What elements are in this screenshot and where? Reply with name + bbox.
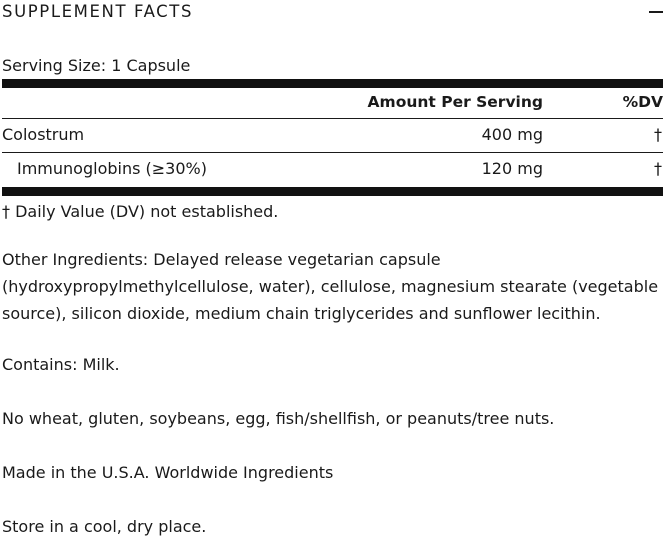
- storage-statement: Store in a cool, dry place.: [2, 517, 207, 536]
- column-header-amount: Amount Per Serving: [367, 93, 543, 111]
- ingredient-dv: †: [654, 159, 662, 178]
- ingredient-dv: †: [654, 125, 662, 144]
- other-ingredients-line: Other Ingredients: Delayed release vegetarian capsule: [2, 250, 441, 269]
- ingredient-name: Colostrum: [2, 125, 85, 144]
- other-ingredients-line: source), silicon dioxide, medium chain triglycerides and sunflower lecithin.: [2, 304, 601, 323]
- origin-statement: Made in the U.S.A. Worldwide Ingredients: [2, 463, 334, 482]
- row-divider: [2, 152, 663, 153]
- ingredient-name: Immunoglobins (≥30%): [17, 159, 207, 178]
- ingredient-amount: 400 mg: [481, 125, 543, 144]
- table-row: [2, 124, 663, 146]
- table-bottom-rule: [2, 187, 663, 196]
- other-ingredients-line: (hydroxypropylmethylcellulose, water), cellulose, magnesium stearate (vegetable: [2, 277, 659, 296]
- daily-value-footnote: † Daily Value (DV) not established.: [2, 202, 279, 221]
- serving-size: Serving Size: 1 Capsule: [2, 56, 191, 75]
- table-row: [2, 158, 663, 180]
- supplement-facts-title: SUPPLEMENT FACTS: [2, 2, 194, 21]
- minus-icon[interactable]: [649, 11, 663, 13]
- other-ingredients: [2, 246, 663, 327]
- table-top-rule: [2, 79, 663, 88]
- contains-statement: Contains: Milk.: [2, 355, 120, 374]
- row-divider: [2, 118, 663, 119]
- allergen-statement: No wheat, gluten, soybeans, egg, fish/shellfish, or peanuts/tree nuts.: [2, 409, 555, 428]
- ingredient-amount: 120 mg: [481, 159, 543, 178]
- column-header-dv: %DV: [622, 93, 663, 111]
- supplement-facts-header[interactable]: [2, 0, 663, 26]
